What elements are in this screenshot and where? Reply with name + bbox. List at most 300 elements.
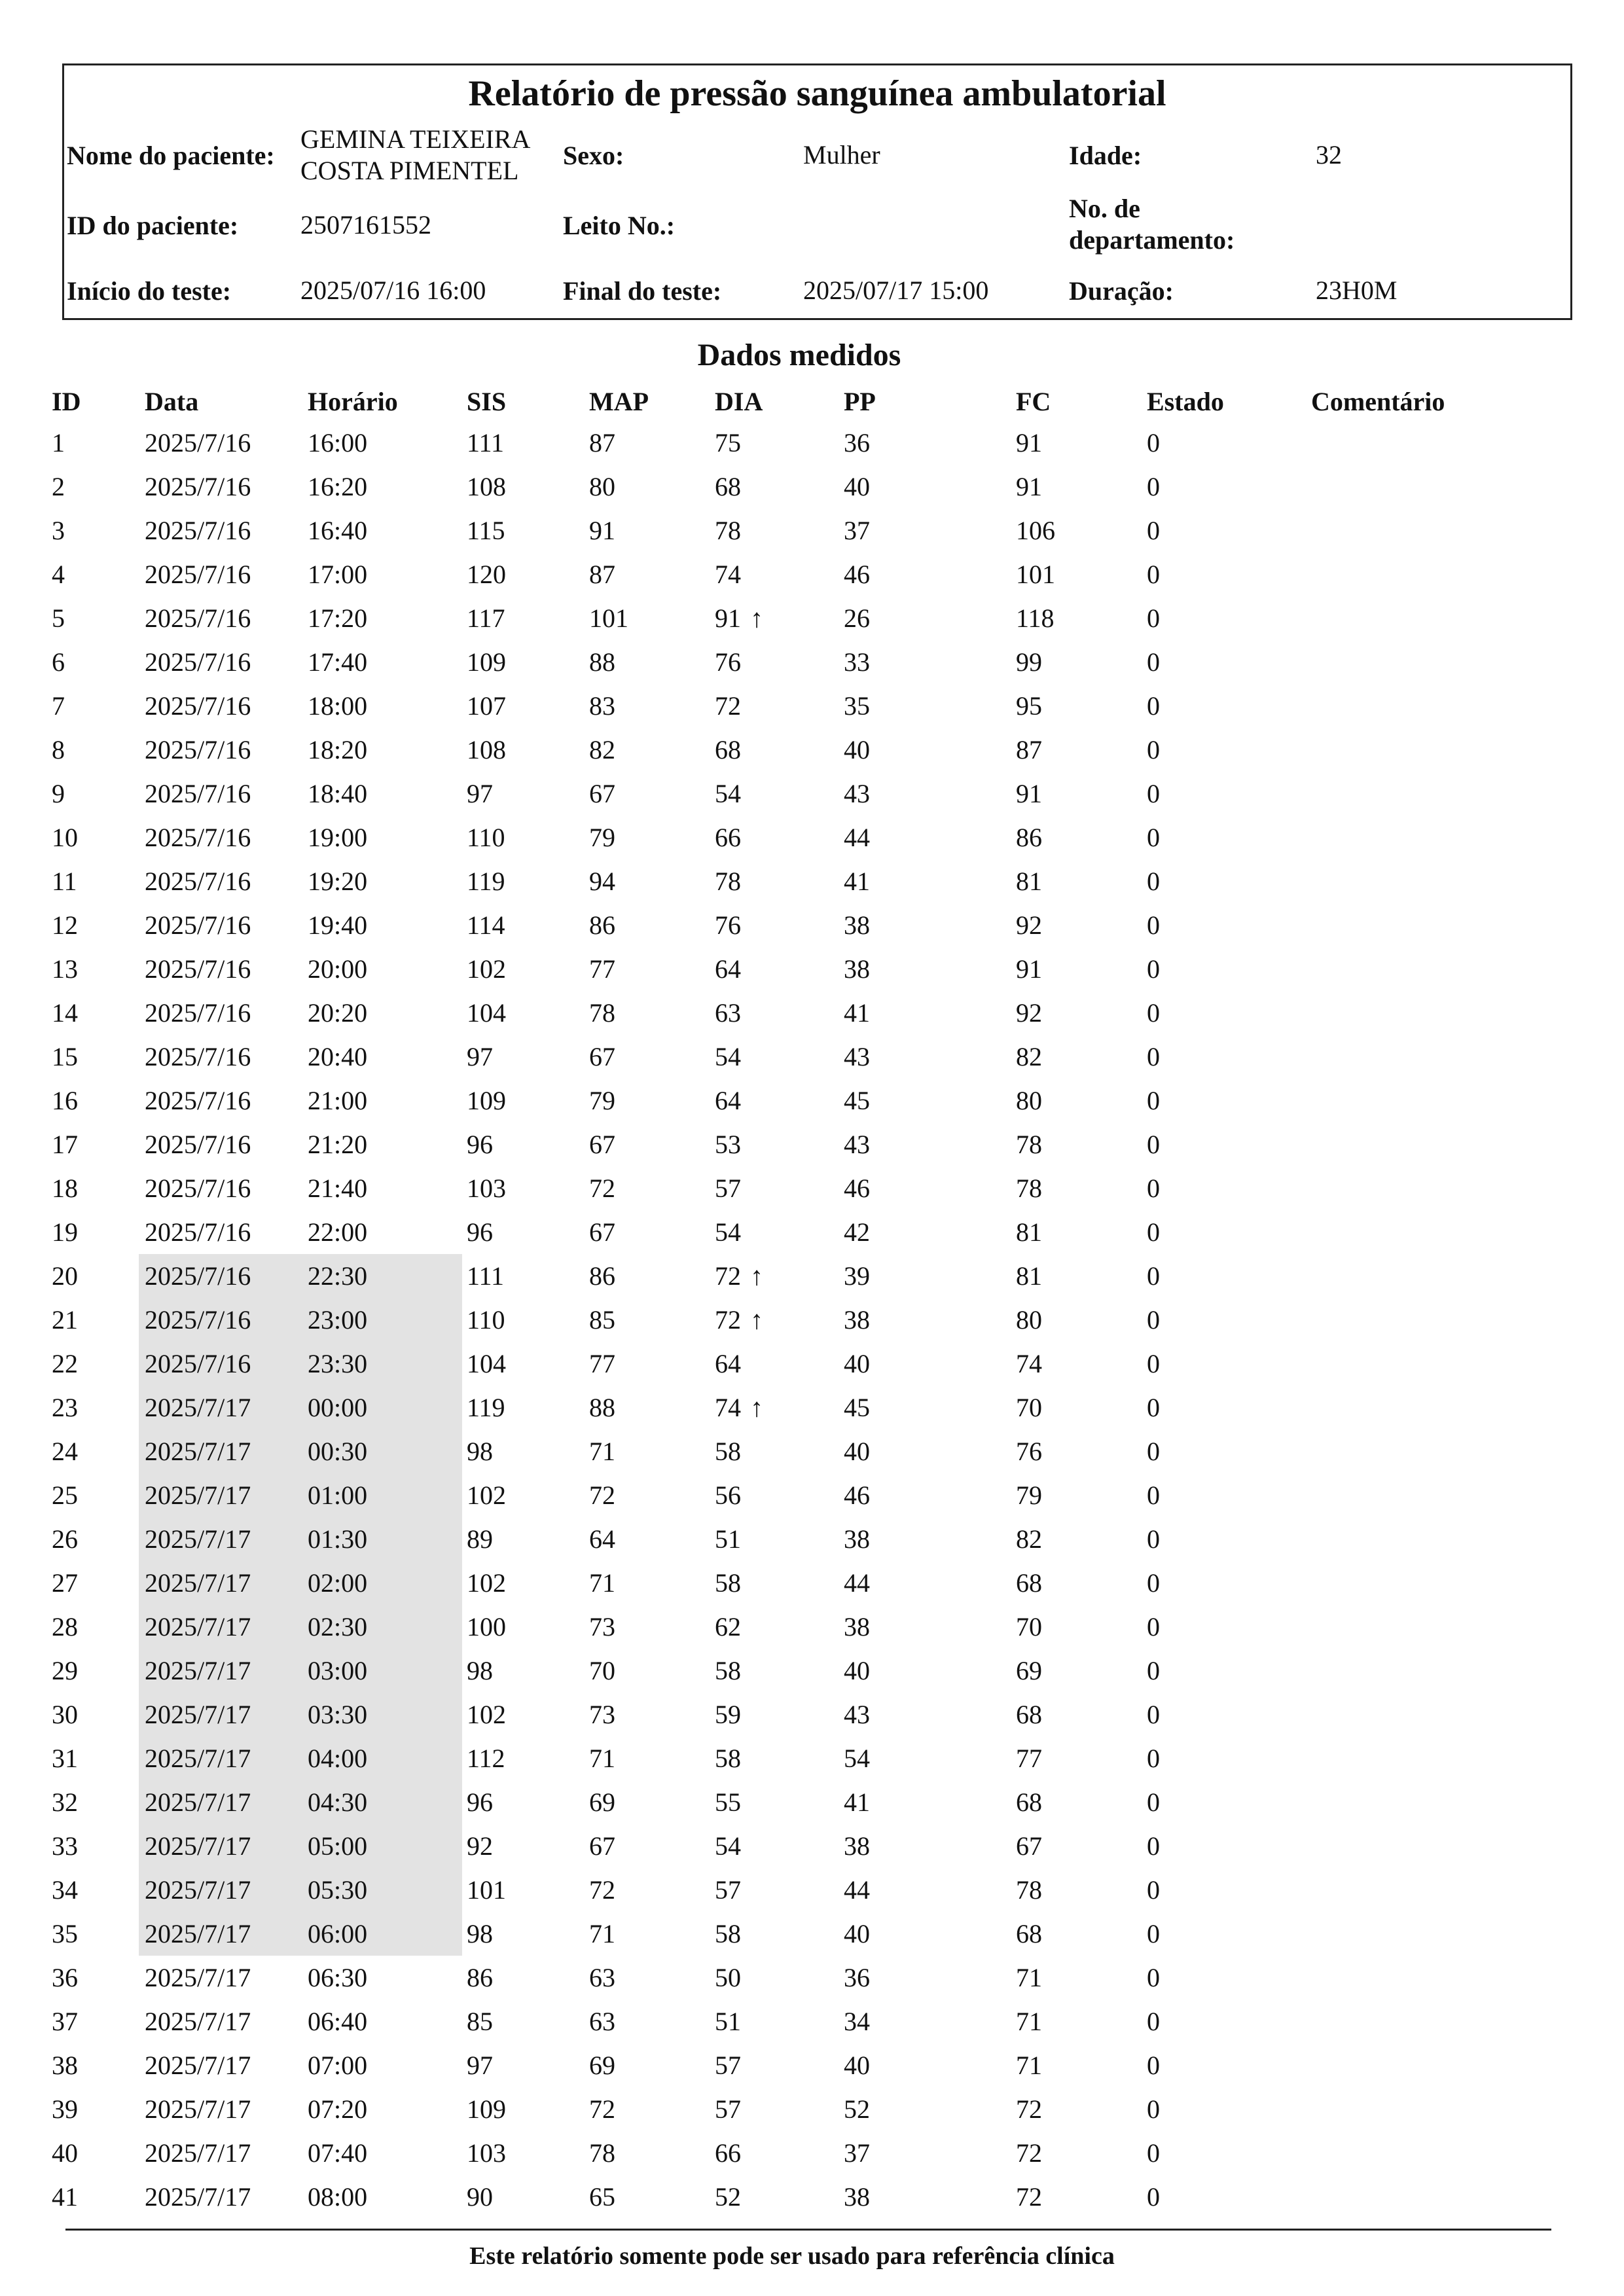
cell-pp-text: 40 — [844, 2051, 870, 2080]
cell-pp-text: 43 — [844, 779, 870, 808]
cell-fc-text: 67 — [1016, 1831, 1042, 1861]
cell-dia — [715, 1561, 750, 1605]
cell-date — [145, 1166, 251, 1210]
cell-sis-text: 85 — [467, 2007, 493, 2036]
cell-dia — [715, 1956, 750, 2000]
cell-map — [589, 2043, 615, 2087]
cell-sis — [467, 1780, 493, 1824]
cell-id — [52, 2131, 78, 2175]
cell-sis — [467, 816, 505, 859]
table-row — [0, 1605, 1624, 1649]
cell-dia-text: 55 — [715, 1787, 741, 1817]
cell-pp — [844, 991, 870, 1035]
cell-id — [52, 1912, 78, 1956]
cell-date — [145, 1649, 251, 1693]
cell-id-text: 29 — [52, 1656, 78, 1685]
cell-status — [1147, 1254, 1160, 1298]
cell-id-text: 32 — [52, 1787, 78, 1817]
cell-map — [589, 465, 615, 509]
table-row — [0, 728, 1624, 772]
cell-map — [589, 552, 615, 596]
cell-dia-text: 62 — [715, 1612, 741, 1641]
cell-status-text: 0 — [1147, 1174, 1160, 1203]
cell-id-text: 3 — [52, 516, 65, 545]
cell-sis — [467, 728, 506, 772]
cell-dia-text: 72 — [715, 1261, 741, 1291]
cell-dia-text: 54 — [715, 1831, 741, 1861]
cell-fc — [1016, 816, 1042, 859]
cell-map — [589, 1166, 615, 1210]
cell-date — [145, 1605, 251, 1649]
cell-fc — [1016, 1736, 1042, 1780]
cell-dia — [715, 1473, 750, 1517]
cell-fc-text: 76 — [1016, 1437, 1042, 1466]
cell-dia-text: 54 — [715, 779, 741, 808]
cell-status — [1147, 1035, 1160, 1079]
cell-pp-text: 38 — [844, 910, 870, 940]
table-row — [0, 1736, 1624, 1780]
table-row — [0, 509, 1624, 552]
cell-map — [589, 1386, 615, 1429]
cell-dia-text: 64 — [715, 1086, 741, 1115]
cell-dia — [715, 1386, 763, 1429]
cell-time-text: 06:00 — [308, 1919, 368, 1948]
cell-pp — [844, 1210, 870, 1254]
cell-status-text: 0 — [1147, 1042, 1160, 1071]
cell-dia — [715, 1122, 750, 1166]
cell-status — [1147, 1122, 1160, 1166]
cell-time — [308, 1736, 367, 1780]
cell-time-text: 07:20 — [308, 2094, 368, 2124]
cell-pp — [844, 816, 870, 859]
table-row — [0, 1035, 1624, 1079]
cell-map-text: 79 — [589, 1086, 615, 1115]
cell-dia — [715, 947, 750, 991]
cell-dia-text: 64 — [715, 1349, 741, 1378]
cell-pp — [844, 1035, 870, 1079]
cell-sis-text: 103 — [467, 2138, 506, 2168]
cell-dia — [715, 728, 750, 772]
cell-status — [1147, 1473, 1160, 1517]
cell-status-text: 0 — [1147, 1612, 1160, 1641]
cell-id — [52, 1605, 78, 1649]
cell-dia-text: 51 — [715, 1524, 741, 1554]
cell-dia — [715, 684, 750, 728]
cell-map — [589, 421, 615, 465]
cell-fc-text: 81 — [1016, 1217, 1042, 1247]
cell-time-text: 20:20 — [308, 998, 368, 1028]
cell-status-text: 0 — [1147, 2094, 1160, 2124]
cell-dia-text: 78 — [715, 867, 741, 896]
cell-date — [145, 640, 251, 684]
cell-time-text: 17:20 — [308, 603, 368, 633]
cell-map-text: 67 — [589, 1130, 615, 1159]
table-row — [0, 903, 1624, 947]
cell-fc — [1016, 2043, 1042, 2087]
cell-date — [145, 2000, 251, 2043]
cell-pp-text: 46 — [844, 1174, 870, 1203]
cell-id — [52, 947, 78, 991]
cell-id — [52, 1868, 78, 1912]
cell-status-text: 0 — [1147, 1305, 1160, 1335]
cell-id — [52, 772, 65, 816]
cell-date — [145, 1780, 251, 1824]
cell-time-text: 17:00 — [308, 560, 368, 589]
cell-date — [145, 1868, 251, 1912]
cell-fc-text: 118 — [1016, 603, 1055, 633]
cell-sis — [467, 903, 505, 947]
cell-fc — [1016, 1429, 1042, 1473]
cell-sis — [467, 1122, 493, 1166]
cell-map-text: 94 — [589, 867, 615, 896]
cell-time-text: 04:30 — [308, 1787, 368, 1817]
cell-pp-text: 41 — [844, 867, 870, 896]
cell-fc — [1016, 1035, 1042, 1079]
table-row — [0, 1780, 1624, 1824]
dept-label-line2: departamento: — [1069, 225, 1235, 255]
cell-dia-text: 58 — [715, 1437, 741, 1466]
cell-time-text: 05:30 — [308, 1875, 368, 1905]
cell-pp — [844, 1693, 870, 1736]
cell-time — [308, 552, 367, 596]
cell-id-text: 24 — [52, 1437, 78, 1466]
cell-status-text: 0 — [1147, 472, 1160, 501]
cell-dia — [715, 2000, 750, 2043]
cell-id — [52, 816, 78, 859]
cell-pp — [844, 465, 870, 509]
cell-dia-text: 91 — [715, 603, 741, 633]
cell-dia — [715, 596, 763, 640]
cell-status-text: 0 — [1147, 1787, 1160, 1817]
cell-pp — [844, 552, 870, 596]
cell-dia — [715, 1605, 750, 1649]
cell-pp — [844, 1122, 870, 1166]
up-arrow-icon: ↑ — [750, 1393, 763, 1422]
cell-map-text: 63 — [589, 1963, 615, 1992]
cell-dia — [715, 2131, 750, 2175]
cell-status — [1147, 552, 1160, 596]
cell-time-text: 02:00 — [308, 1568, 368, 1598]
cell-map-text: 83 — [589, 691, 615, 721]
cell-id — [52, 1386, 78, 1429]
cell-date-text: 2025/7/16 — [145, 867, 251, 896]
cell-pp — [844, 2043, 870, 2087]
cell-date-text: 2025/7/16 — [145, 735, 251, 764]
cell-id-text: 35 — [52, 1919, 78, 1948]
cell-date — [145, 1824, 251, 1868]
cell-time-text: 03:30 — [308, 1700, 368, 1729]
cell-time — [308, 1649, 367, 1693]
cell-dia-text: 78 — [715, 516, 741, 545]
cell-status — [1147, 1912, 1160, 1956]
cell-time — [308, 509, 367, 552]
cell-time — [308, 465, 367, 509]
cell-id-text: 34 — [52, 1875, 78, 1905]
cell-pp-text: 38 — [844, 1831, 870, 1861]
cell-fc — [1016, 684, 1042, 728]
cell-sis — [467, 1386, 505, 1429]
cell-fc — [1016, 2175, 1042, 2219]
cell-dia — [715, 1342, 750, 1386]
cell-map — [589, 2000, 615, 2043]
cell-date — [145, 991, 251, 1035]
cell-sis-text: 115 — [467, 516, 505, 545]
test-end-value: 2025/07/17 15:00 — [803, 276, 989, 305]
cell-dia-text: 72 — [715, 691, 741, 721]
cell-date-text: 2025/7/16 — [145, 1261, 251, 1291]
cell-time-text: 17:40 — [308, 647, 368, 677]
cell-status-text: 0 — [1147, 1480, 1160, 1510]
cell-status-text: 0 — [1147, 1130, 1160, 1159]
cell-id-text: 15 — [52, 1042, 78, 1071]
cell-sis-text: 109 — [467, 1086, 506, 1115]
cell-status — [1147, 991, 1160, 1035]
cell-date — [145, 1079, 251, 1122]
cell-sis — [467, 2043, 493, 2087]
cell-date-text: 2025/7/17 — [145, 1919, 251, 1948]
cell-dia — [715, 1824, 750, 1868]
cell-map-text: 91 — [589, 516, 615, 545]
cell-pp — [844, 640, 870, 684]
cell-sis — [467, 552, 506, 596]
cell-status — [1147, 1210, 1160, 1254]
cell-id-text: 17 — [52, 1130, 78, 1159]
cell-fc — [1016, 1649, 1042, 1693]
cell-pp-text: 36 — [844, 1963, 870, 1992]
cell-time-text: 20:00 — [308, 954, 368, 984]
cell-status — [1147, 1693, 1160, 1736]
cell-date-text: 2025/7/17 — [145, 2138, 251, 2168]
table-row — [0, 772, 1624, 816]
cell-date-text: 2025/7/16 — [145, 647, 251, 677]
cell-map — [589, 2087, 615, 2131]
cell-map-text: 69 — [589, 1787, 615, 1817]
sex-label: Sexo: — [563, 141, 624, 170]
cell-id-text: 19 — [52, 1217, 78, 1247]
cell-sis — [467, 859, 505, 903]
cell-time — [308, 1517, 367, 1561]
cell-map-text: 78 — [589, 998, 615, 1028]
cell-sis — [467, 1736, 505, 1780]
cell-dia — [715, 1868, 750, 1912]
cell-id-text: 27 — [52, 1568, 78, 1598]
table-row — [0, 2175, 1624, 2219]
cell-time-text: 04:00 — [308, 1744, 368, 1773]
cell-map — [589, 1824, 615, 1868]
cell-pp — [844, 1254, 870, 1298]
cell-map-text: 67 — [589, 779, 615, 808]
cell-pp — [844, 1166, 870, 1210]
cell-fc — [1016, 903, 1042, 947]
cell-sis-text: 114 — [467, 910, 505, 940]
cell-date-text: 2025/7/16 — [145, 560, 251, 589]
cell-id — [52, 1342, 78, 1386]
cell-sis — [467, 1605, 506, 1649]
cell-dia-text: 50 — [715, 1963, 741, 1992]
cell-status — [1147, 1956, 1160, 2000]
cell-fc-text: 106 — [1016, 516, 1055, 545]
patient-id-value: 2507161552 — [300, 210, 431, 240]
cell-id — [52, 1780, 78, 1824]
column-header-fc: FC — [1016, 387, 1051, 416]
cell-fc-text: 92 — [1016, 998, 1042, 1028]
cell-date — [145, 2131, 251, 2175]
cell-status — [1147, 816, 1160, 859]
cell-date-text: 2025/7/17 — [145, 1393, 251, 1422]
cell-pp — [844, 1605, 870, 1649]
cell-sis-text: 112 — [467, 1744, 505, 1773]
cell-pp-text: 46 — [844, 1480, 870, 1510]
cell-date-text: 2025/7/17 — [145, 2182, 251, 2212]
cell-id — [52, 903, 78, 947]
cell-map-text: 73 — [589, 1612, 615, 1641]
cell-status — [1147, 728, 1160, 772]
cell-pp — [844, 509, 870, 552]
cell-id — [52, 1956, 78, 2000]
cell-sis-text: 111 — [467, 428, 505, 457]
cell-status-text: 0 — [1147, 1086, 1160, 1115]
cell-date — [145, 728, 251, 772]
cell-date — [145, 596, 251, 640]
cell-date-text: 2025/7/17 — [145, 1963, 251, 1992]
cell-time — [308, 2043, 367, 2087]
cell-map — [589, 816, 615, 859]
cell-map — [589, 859, 615, 903]
cell-status — [1147, 772, 1160, 816]
table-row — [0, 1956, 1624, 2000]
cell-sis-text: 98 — [467, 1919, 493, 1948]
cell-pp-text: 40 — [844, 472, 870, 501]
cell-date-text: 2025/7/17 — [145, 2007, 251, 2036]
cell-fc-text: 81 — [1016, 1261, 1042, 1291]
cell-dia-text: 66 — [715, 2138, 741, 2168]
cell-fc-text: 71 — [1016, 2051, 1042, 2080]
cell-time — [308, 903, 367, 947]
cell-fc — [1016, 596, 1055, 640]
cell-map-text: 85 — [589, 1305, 615, 1335]
cell-status — [1147, 1649, 1160, 1693]
cell-pp-text: 40 — [844, 1349, 870, 1378]
cell-date-text: 2025/7/16 — [145, 1042, 251, 1071]
cell-pp-text: 46 — [844, 560, 870, 589]
cell-map-text: 69 — [589, 2051, 615, 2080]
cell-date-text: 2025/7/16 — [145, 823, 251, 852]
cell-status — [1147, 1386, 1160, 1429]
cell-sis-text: 102 — [467, 1568, 506, 1598]
cell-id-text: 7 — [52, 691, 65, 721]
cell-date — [145, 1386, 251, 1429]
cell-status-text: 0 — [1147, 2138, 1160, 2168]
table-row — [0, 859, 1624, 903]
cell-pp-text: 26 — [844, 603, 870, 633]
test-start-label: Início do teste: — [67, 276, 232, 306]
cell-dia-text: 74 — [715, 1393, 741, 1422]
cell-id — [52, 1298, 78, 1342]
cell-map — [589, 991, 615, 1035]
cell-fc — [1016, 552, 1055, 596]
up-arrow-icon: ↑ — [750, 1261, 763, 1291]
cell-sis-text: 107 — [467, 691, 506, 721]
report-title: Relatório de pressão sanguínea ambulatorial — [468, 73, 1166, 114]
cell-id — [52, 2087, 78, 2131]
cell-time-text: 21:40 — [308, 1174, 368, 1203]
cell-fc-text: 101 — [1016, 560, 1055, 589]
cell-dia — [715, 1517, 750, 1561]
cell-status — [1147, 684, 1160, 728]
cell-time — [308, 1210, 367, 1254]
cell-map — [589, 1210, 615, 1254]
cell-fc-text: 71 — [1016, 2007, 1042, 2036]
cell-fc — [1016, 1561, 1042, 1605]
table-row — [0, 1429, 1624, 1473]
cell-pp — [844, 2087, 870, 2131]
cell-id-text: 8 — [52, 735, 65, 764]
table-row — [0, 1298, 1624, 1342]
cell-dia-text: 63 — [715, 998, 741, 1028]
cell-sis — [467, 2000, 493, 2043]
cell-dia-text: 68 — [715, 735, 741, 764]
cell-id — [52, 1517, 78, 1561]
cell-fc-text: 91 — [1016, 428, 1042, 457]
cell-sis — [467, 684, 506, 728]
cell-status-text: 0 — [1147, 691, 1160, 721]
cell-map — [589, 1736, 615, 1780]
cell-pp-text: 43 — [844, 1130, 870, 1159]
cell-fc — [1016, 1079, 1042, 1122]
cell-fc-text: 70 — [1016, 1393, 1042, 1422]
cell-date-text: 2025/7/17 — [145, 1875, 251, 1905]
cell-dia-text: 52 — [715, 2182, 741, 2212]
cell-sis-text: 96 — [467, 1130, 493, 1159]
cell-map-text: 79 — [589, 823, 615, 852]
cell-dia-text: 59 — [715, 1700, 741, 1729]
table-row — [0, 552, 1624, 596]
cell-time — [308, 2087, 367, 2131]
cell-date — [145, 509, 251, 552]
table-row — [0, 1342, 1624, 1386]
cell-map-text: 78 — [589, 2138, 615, 2168]
cell-time — [308, 1956, 367, 2000]
cell-map-text: 72 — [589, 1480, 615, 1510]
cell-dia-text: 76 — [715, 647, 741, 677]
cell-dia — [715, 903, 750, 947]
cell-pp-text: 41 — [844, 1787, 870, 1817]
cell-map — [589, 1780, 615, 1824]
cell-date — [145, 816, 251, 859]
cell-status-text: 0 — [1147, 603, 1160, 633]
cell-fc-text: 82 — [1016, 1042, 1042, 1071]
cell-pp — [844, 1780, 870, 1824]
cell-sis — [467, 772, 493, 816]
cell-fc-text: 80 — [1016, 1305, 1042, 1335]
cell-fc-text: 82 — [1016, 1524, 1042, 1554]
cell-id — [52, 859, 77, 903]
table-row — [0, 1912, 1624, 1956]
cell-id-text: 4 — [52, 560, 65, 589]
cell-pp-text: 44 — [844, 823, 870, 852]
cell-id-text: 9 — [52, 779, 65, 808]
cell-time-text: 06:30 — [308, 1963, 368, 1992]
cell-id — [52, 1166, 78, 1210]
cell-status — [1147, 2000, 1160, 2043]
cell-map-text: 86 — [589, 1261, 615, 1291]
cell-pp — [844, 1561, 870, 1605]
cell-fc-text: 78 — [1016, 1130, 1042, 1159]
cell-fc-text: 91 — [1016, 779, 1042, 808]
cell-time-text: 16:00 — [308, 428, 368, 457]
cell-status-text: 0 — [1147, 1700, 1160, 1729]
cell-date-text: 2025/7/16 — [145, 1217, 251, 1247]
